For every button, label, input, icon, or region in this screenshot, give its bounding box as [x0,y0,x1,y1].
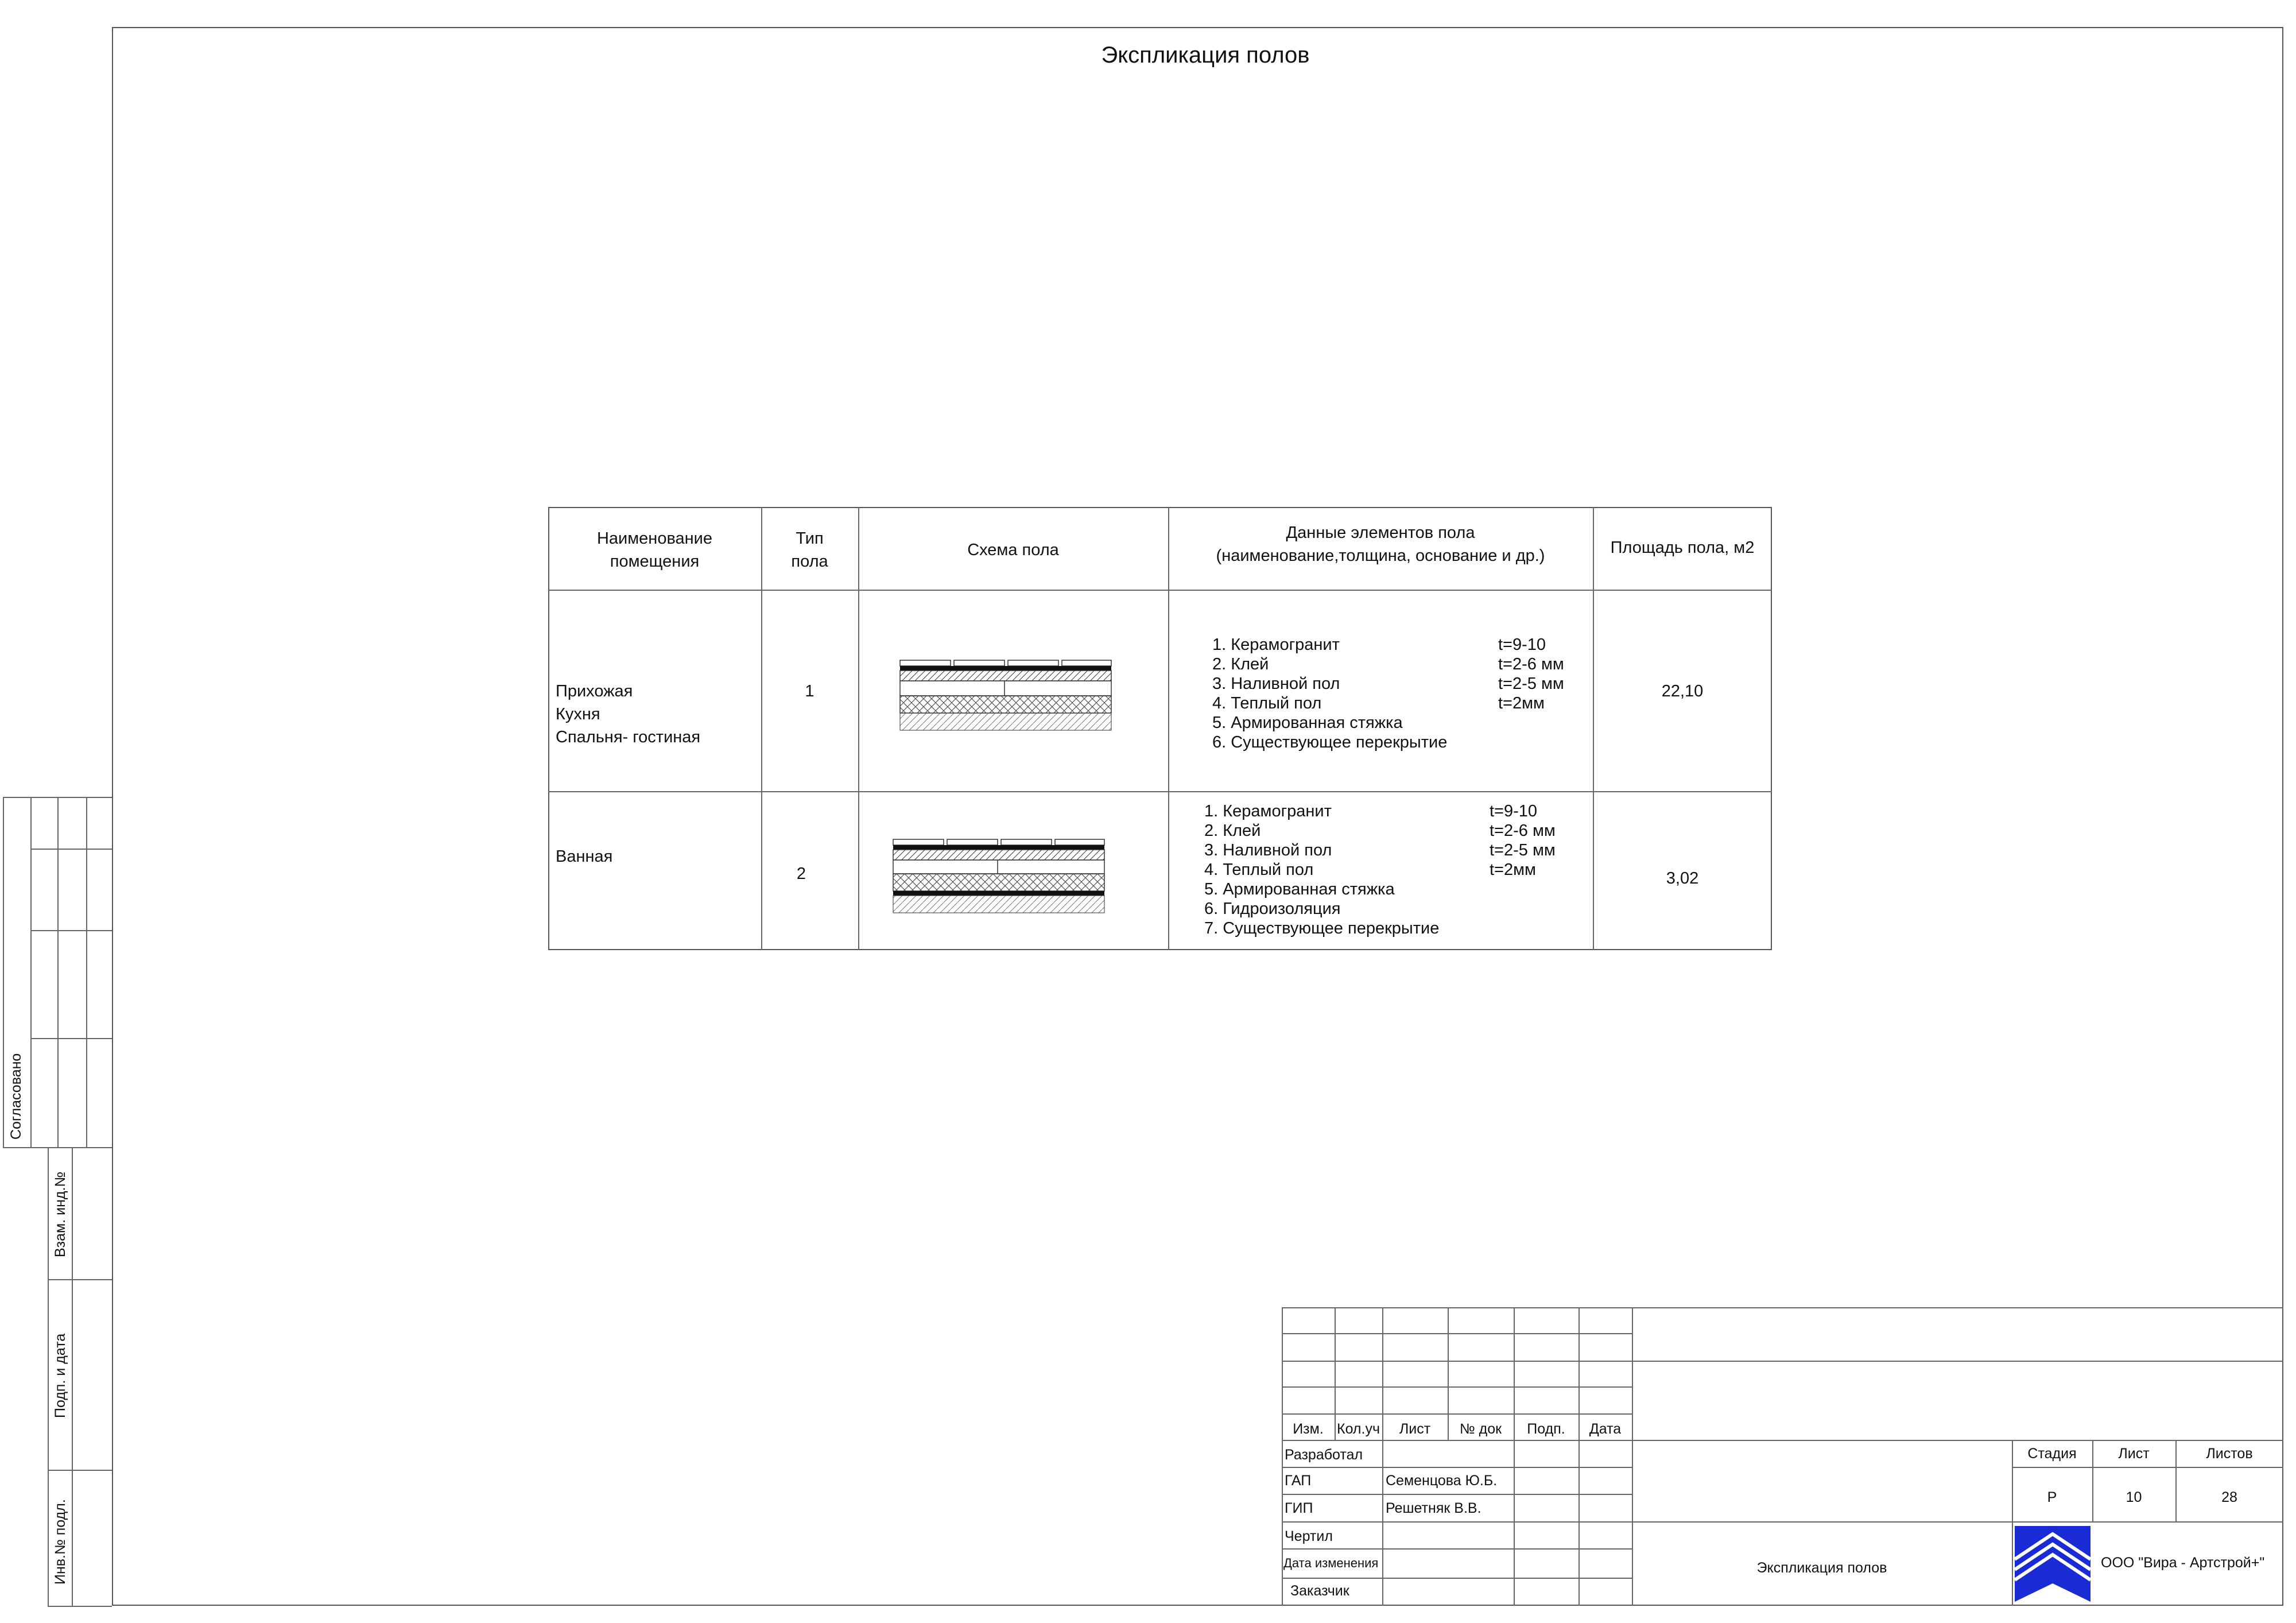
header-data: Данные элементов пола (наименование,толщина, основание и др.) [1216,524,1545,565]
col-koluch: Кол.уч [1337,1421,1380,1437]
header-scheme: Схема пола [967,541,1059,559]
role-change-date: Дата изменения [1283,1556,1379,1570]
col-ndoc: № док [1459,1421,1502,1437]
row2-area: 3,02 [1666,869,1699,888]
floor-scheme-1 [895,654,1119,746]
sheets-label: Листов [2206,1446,2253,1462]
sheet-number: 10 [2126,1489,2142,1505]
replace-inv-label: Взам. инд.№ [52,1171,68,1257]
col-data: Дата [1589,1421,1622,1437]
left-strip [0,0,115,1623]
row1-thickness: t=9-10 t=2-6 мм t=2-5 мм t=2мм [1498,636,1564,712]
floor-scheme-2 [889,834,1112,931]
stage-label: Стадия [2027,1446,2077,1462]
row2-layers: 1. Керамогранит 2. Клей 3. Наливной пол 4. Теплый пол 5. Армированная стяжка 6. Гидроизоляция 7. Существующее перекрытие [1204,802,1440,938]
header-area: Площадь пола, м2 [1610,539,1755,557]
company-logo-icon [2015,1526,2091,1602]
floors-table [548,507,1772,950]
row1-area: 22,10 [1661,682,1704,700]
drawing-name: Экспликация полов [1756,1560,1887,1576]
company-name: ООО "Вира - Артстрой+" [2101,1555,2265,1571]
header-type: Тип пола [791,529,828,571]
row1-rooms: Прихожая Кухня Спальня- гостиная [556,682,701,746]
row1-type: 1 [805,682,815,700]
role-gip: ГИП [1285,1500,1313,1516]
row2-rooms: Ванная [556,847,613,866]
page-title: Экспликация полов [1101,42,1310,68]
row1-layers: 1. Керамогранит 2. Клей 3. Наливной пол 4. Теплый пол 5. Армированная стяжка 6. Существующее перекрытие [1212,636,1448,752]
col-list: Лист [1399,1421,1431,1437]
name-gip: Решетняк В.В. [1386,1500,1481,1516]
sheet-label: Лист [2118,1446,2150,1462]
inv-orig-label: Инв.№ подл. [52,1499,68,1585]
row2-thickness: t=9-10 t=2-6 мм t=2-5 мм t=2мм [1490,802,1556,879]
agreed-label: Согласовано [8,1053,24,1140]
role-customer: Заказчик [1290,1583,1349,1599]
col-izm: Изм. [1293,1421,1324,1437]
row2-type: 2 [796,865,806,883]
header-room: Наименование помещения [596,529,713,571]
role-drawn: Чертил [1285,1528,1333,1544]
col-podp: Подп. [1527,1421,1565,1437]
name-gap: Семенцова Ю.Б. [1386,1473,1498,1489]
role-developed: Разработал [1285,1447,1363,1463]
stage-value: Р [2047,1489,2057,1505]
sign-date-label: Подп. и дата [52,1333,68,1418]
sheets-total: 28 [2221,1489,2237,1505]
role-gap: ГАП [1285,1473,1312,1489]
